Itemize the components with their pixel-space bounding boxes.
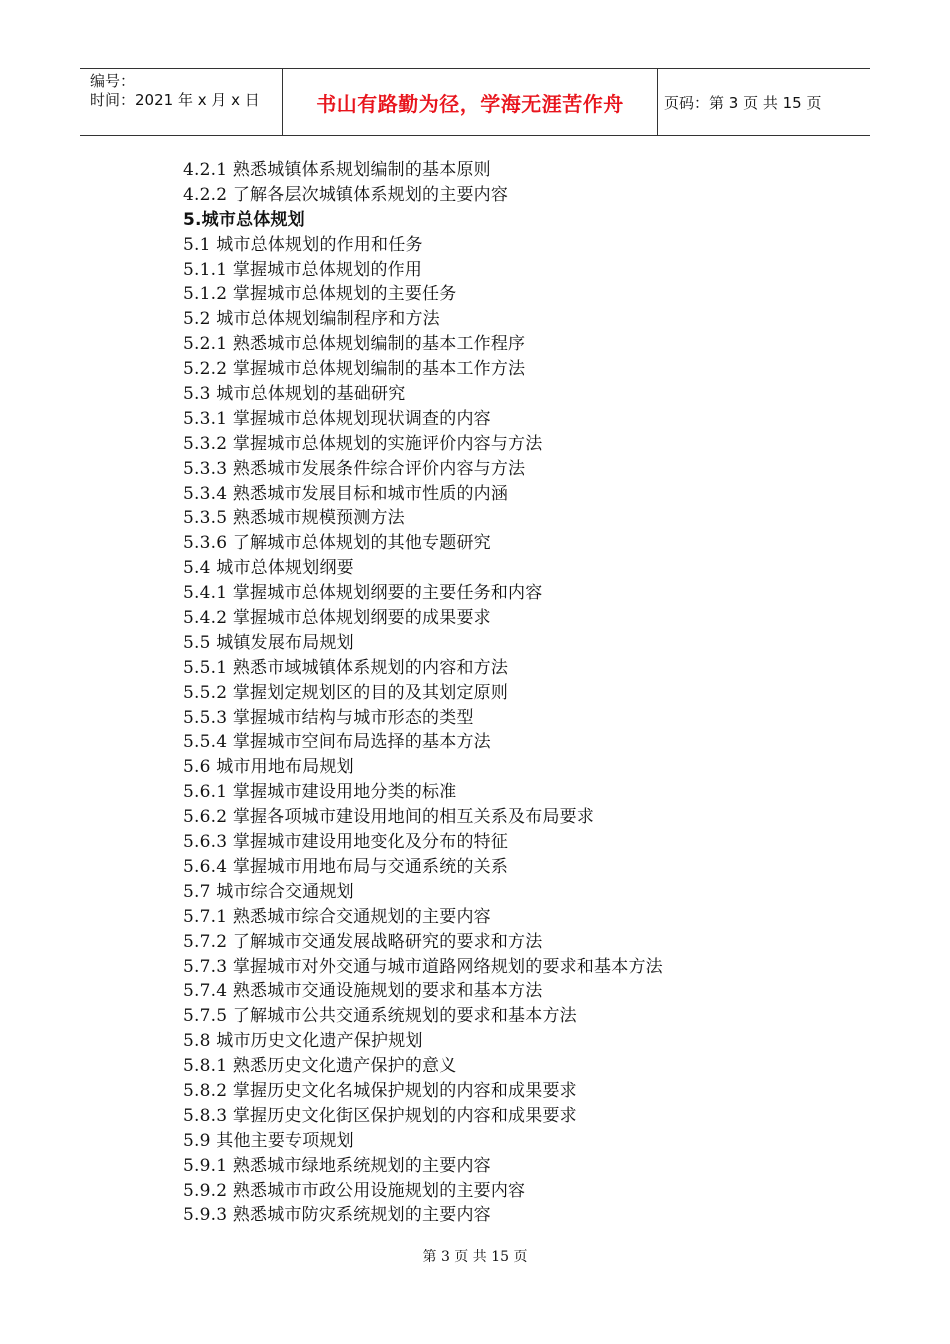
- outline-item: 5.4.1 掌握城市总体规划纲要的主要任务和内容: [183, 583, 543, 604]
- outline-item: 5.6 城市用地布局规划: [183, 757, 354, 778]
- outline-item: 5.3.3 熟悉城市发展条件综合评价内容与方法: [183, 458, 526, 479]
- outline-item: 5.5.1 熟悉市域城镇体系规划的内容和方法: [183, 657, 509, 678]
- outline-item: 5.7.1 熟悉城市综合交通规划的主要内容: [183, 906, 491, 927]
- outline-item: 5.5.3 掌握城市结构与城市形态的类型: [183, 707, 474, 728]
- outline-item: 5.6.1 掌握城市建设用地分类的标准: [183, 782, 457, 803]
- outline-item: 5.6.2 掌握各项城市建设用地间的相互关系及布局要求: [183, 807, 595, 828]
- outline-item: 5.7.4 熟悉城市交通设施规划的要求和基本方法: [183, 981, 543, 1002]
- document-number-label: 编号：: [90, 72, 136, 90]
- outline-item: 5.2.2 掌握城市总体规划编制的基本工作方法: [183, 359, 526, 380]
- section-heading: 5.城市总体规划: [183, 209, 305, 230]
- header-motto: 书山有路勤为径，学海无涯苦作舟: [283, 69, 658, 135]
- outline-item: 5.9.2 熟悉城市市政公用设施规划的主要内容: [183, 1180, 526, 1201]
- outline-item: 5.3 城市总体规划的基础研究: [183, 384, 406, 405]
- outline-item: 5.8.2 掌握历史文化名城保护规划的内容和成果要求: [183, 1080, 577, 1101]
- outline-item: 5.7.5 了解城市公共交通系统规划的要求和基本方法: [183, 1006, 577, 1027]
- outline-item: 5.2.1 熟悉城市总体规划编制的基本工作程序: [183, 334, 526, 355]
- page-header: [80, 68, 870, 136]
- outline-item: 5.1 城市总体规划的作用和任务: [183, 234, 423, 255]
- outline-item: 4.2.2 了解各层次城镇体系规划的主要内容: [183, 184, 509, 205]
- outline-item: 5.7.3 掌握城市对外交通与城市道路网络规划的要求和基本方法: [183, 956, 663, 977]
- outline-item: 4.2.1 熟悉城镇体系规划编制的基本原则: [183, 160, 491, 180]
- header-meta: [80, 69, 283, 135]
- outline-item: 5.8.3 掌握历史文化街区保护规划的内容和成果要求: [183, 1105, 577, 1126]
- outline-item: 5.5 城镇发展布局规划: [183, 632, 354, 653]
- page-footer: 第 3 页 共 15 页: [422, 1249, 528, 1265]
- outline-item: 5.9 其他主要专项规划: [183, 1130, 354, 1151]
- outline-item: 5.3.1 掌握城市总体规划现状调查的内容: [183, 408, 491, 429]
- outline-item: 5.5.4 掌握城市空间布局选择的基本方法: [183, 732, 491, 753]
- outline-item: 5.4 城市总体规划纲要: [183, 558, 354, 579]
- outline-item: 5.7 城市综合交通规划: [183, 881, 354, 902]
- header-page-info: 页码：第 3 页 共 15 页: [664, 93, 822, 112]
- outline-item: 5.5.2 掌握划定规划区的目的及其划定原则: [183, 682, 509, 703]
- outline-item: 5.1.1 掌握城市总体规划的作用: [183, 259, 423, 280]
- outline-item: 5.8.1 熟悉历史文化遗产保护的意义: [183, 1056, 457, 1077]
- outline-item: 5.3.5 熟悉城市规模预测方法: [183, 508, 405, 529]
- outline-item: 5.7.2 了解城市交通发展战略研究的要求和方法: [183, 931, 543, 952]
- outline-item: 5.3.2 掌握城市总体规划的实施评价内容与方法: [183, 433, 543, 454]
- outline-item: 5.3.6 了解城市总体规划的其他专题研究: [183, 533, 491, 554]
- document-date-label: 时间：2021 年 x 月 x 日: [90, 91, 260, 109]
- outline-item: 5.1.2 掌握城市总体规划的主要任务: [183, 284, 457, 305]
- outline-item: 5.6.3 掌握城市建设用地变化及分布的特征: [183, 832, 509, 853]
- outline-content: [183, 158, 863, 1228]
- outline-item: 5.3.4 熟悉城市发展目标和城市性质的内涵: [183, 483, 509, 504]
- outline-item: 5.9.1 熟悉城市绿地系统规划的主要内容: [183, 1155, 491, 1176]
- outline-item: 5.8 城市历史文化遗产保护规划: [183, 1031, 423, 1052]
- outline-item: 5.9.3 熟悉城市防灾系统规划的主要内容: [183, 1205, 491, 1226]
- outline-item: 5.4.2 掌握城市总体规划纲要的成果要求: [183, 608, 491, 629]
- outline-item: 5.2 城市总体规划编制程序和方法: [183, 309, 440, 330]
- outline-item: 5.6.4 掌握城市用地布局与交通系统的关系: [183, 856, 509, 877]
